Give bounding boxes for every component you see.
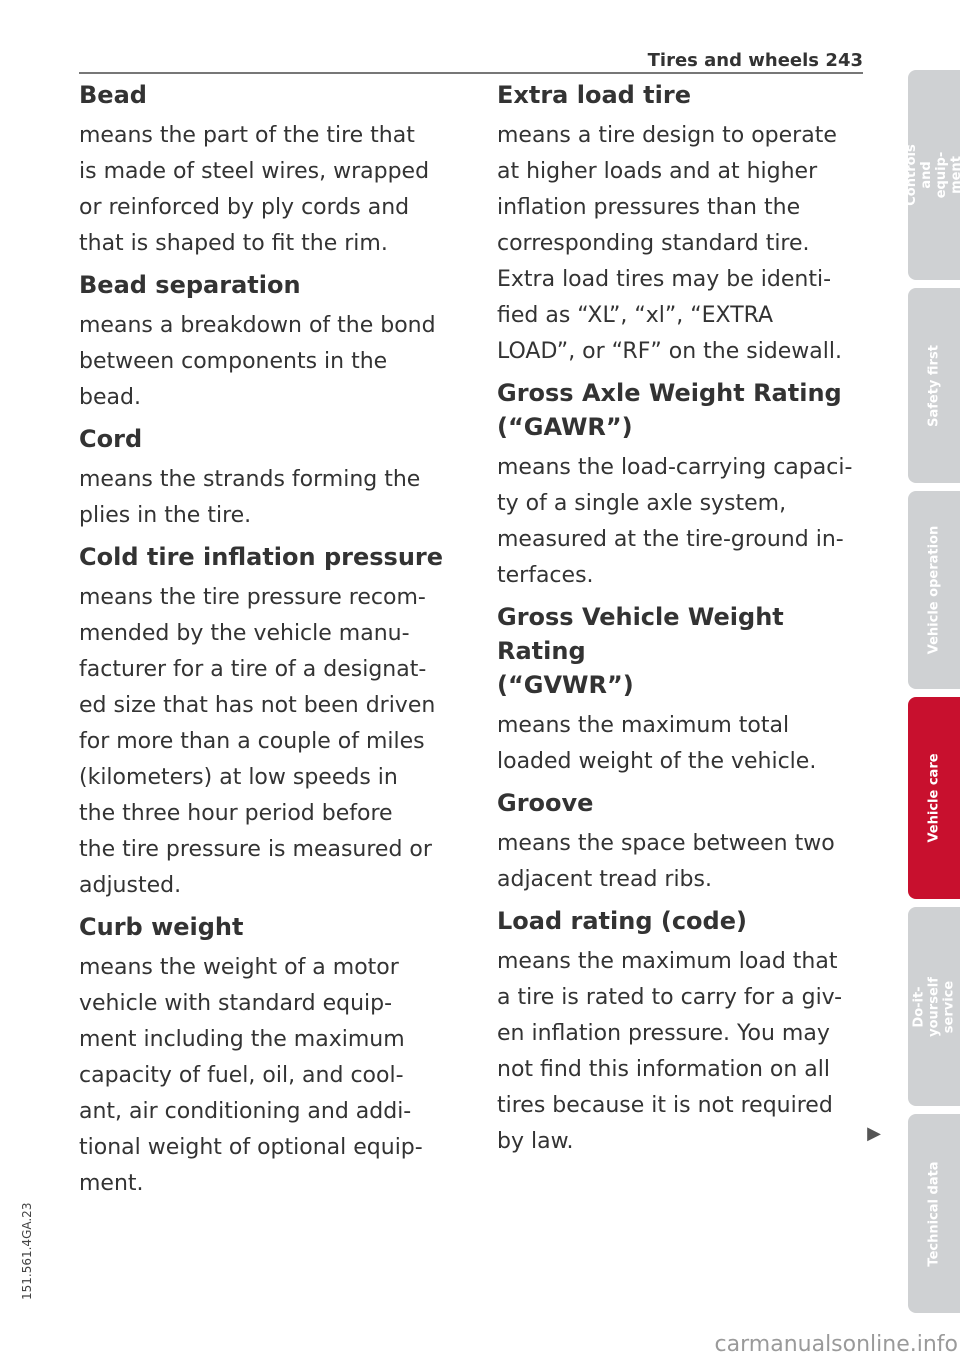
continue-arrow-icon: ▶ xyxy=(867,1123,881,1144)
definition-load-rating xyxy=(497,944,881,1160)
definition-groove: means the space between two adjacent tread ribs. xyxy=(497,831,835,892)
definition-cold-tire-inflation-pressure: means the tire pressure recom- mended by the vehicle manu- facturer for a tire of a designat- ed size that has not been driven for more than a couple of miles (kilometers) at low speeds in the three hour period before the tire pressure is measured or adjusted. xyxy=(79,585,436,898)
tab-vehicle-care[interactable] xyxy=(908,697,960,899)
tab-label: Safety first xyxy=(926,344,942,427)
tab-label: Vehicle care xyxy=(926,753,942,843)
definition-cord: means the strands forming the plies in the tire. xyxy=(79,467,421,528)
left-column xyxy=(79,72,459,1208)
definition-bead: means the part of the tire that is made of steel wires, wrapped or reinforced by ply cords and that is shaped to fit the rim. xyxy=(79,123,430,256)
term-cord: Cord xyxy=(79,425,143,453)
term-extra-load-tire: Extra load tire xyxy=(497,81,691,109)
definition-gawr: means the load-carrying capaci- ty of a single axle system, measured at the tire-ground in- terfaces. xyxy=(497,455,853,588)
term-bead: Bead xyxy=(79,81,147,109)
definition-load-rating-text: means the maximum load that a tire is rated to carry for a giv- en inflation pressure. You may not find this information on all tires because it is not required by law. xyxy=(497,949,843,1154)
page-header xyxy=(79,44,863,74)
tab-technical-data[interactable] xyxy=(908,1114,960,1313)
tab-do-it-yourself-service[interactable] xyxy=(908,907,960,1106)
section-title: Tires and wheels xyxy=(647,50,819,71)
tab-label: Do-it-yourself service xyxy=(911,976,957,1037)
term-gawr: Gross Axle Weight Rating (“GAWR”) xyxy=(497,379,842,441)
term-load-rating: Load rating (code) xyxy=(497,907,747,935)
tab-safety-first[interactable] xyxy=(908,288,960,483)
tab-label: Technical data xyxy=(926,1160,942,1267)
term-cold-tire-inflation-pressure: Cold tire inflation pressure xyxy=(79,543,444,571)
definition-extra-load-tire: means a tire design to operate at higher loads and at higher inflation pressures than the corresponding standard tire. Extra load tires may be identi- fied as “XL”, “xl”, “EXTRA LOAD”, or “RF” on the sidewall. xyxy=(497,123,842,364)
tab-label: Vehicle operation xyxy=(926,525,942,655)
definition-gvwr: means the maximum total loaded weight of the vehicle. xyxy=(497,713,817,774)
term-curb-weight: Curb weight xyxy=(79,913,244,941)
page-number: 243 xyxy=(825,50,863,71)
document-code: 151.561.4GA.23 xyxy=(20,1202,34,1300)
term-gvwr: Gross Vehicle Weight Rating (“GVWR”) xyxy=(497,603,784,699)
tab-controls-and-equipment[interactable] xyxy=(904,70,964,280)
term-bead-separation: Bead separation xyxy=(79,271,301,299)
chapter-tabs xyxy=(904,70,964,1313)
definition-bead-separation: means a breakdown of the bond between components in the bead. xyxy=(79,313,436,410)
watermark: carmanualsonline.info xyxy=(714,1332,958,1357)
tab-vehicle-operation[interactable] xyxy=(908,491,960,689)
definition-curb-weight: means the weight of a motor vehicle with standard equip- ment including the maximum capacity of fuel, oil, and cool- ant, air conditioning and addi- tional weight of optional equip- ment. xyxy=(79,955,423,1196)
tab-label: Controls and equip- ment xyxy=(904,144,964,206)
right-column xyxy=(497,72,881,1166)
term-groove: Groove xyxy=(497,789,594,817)
